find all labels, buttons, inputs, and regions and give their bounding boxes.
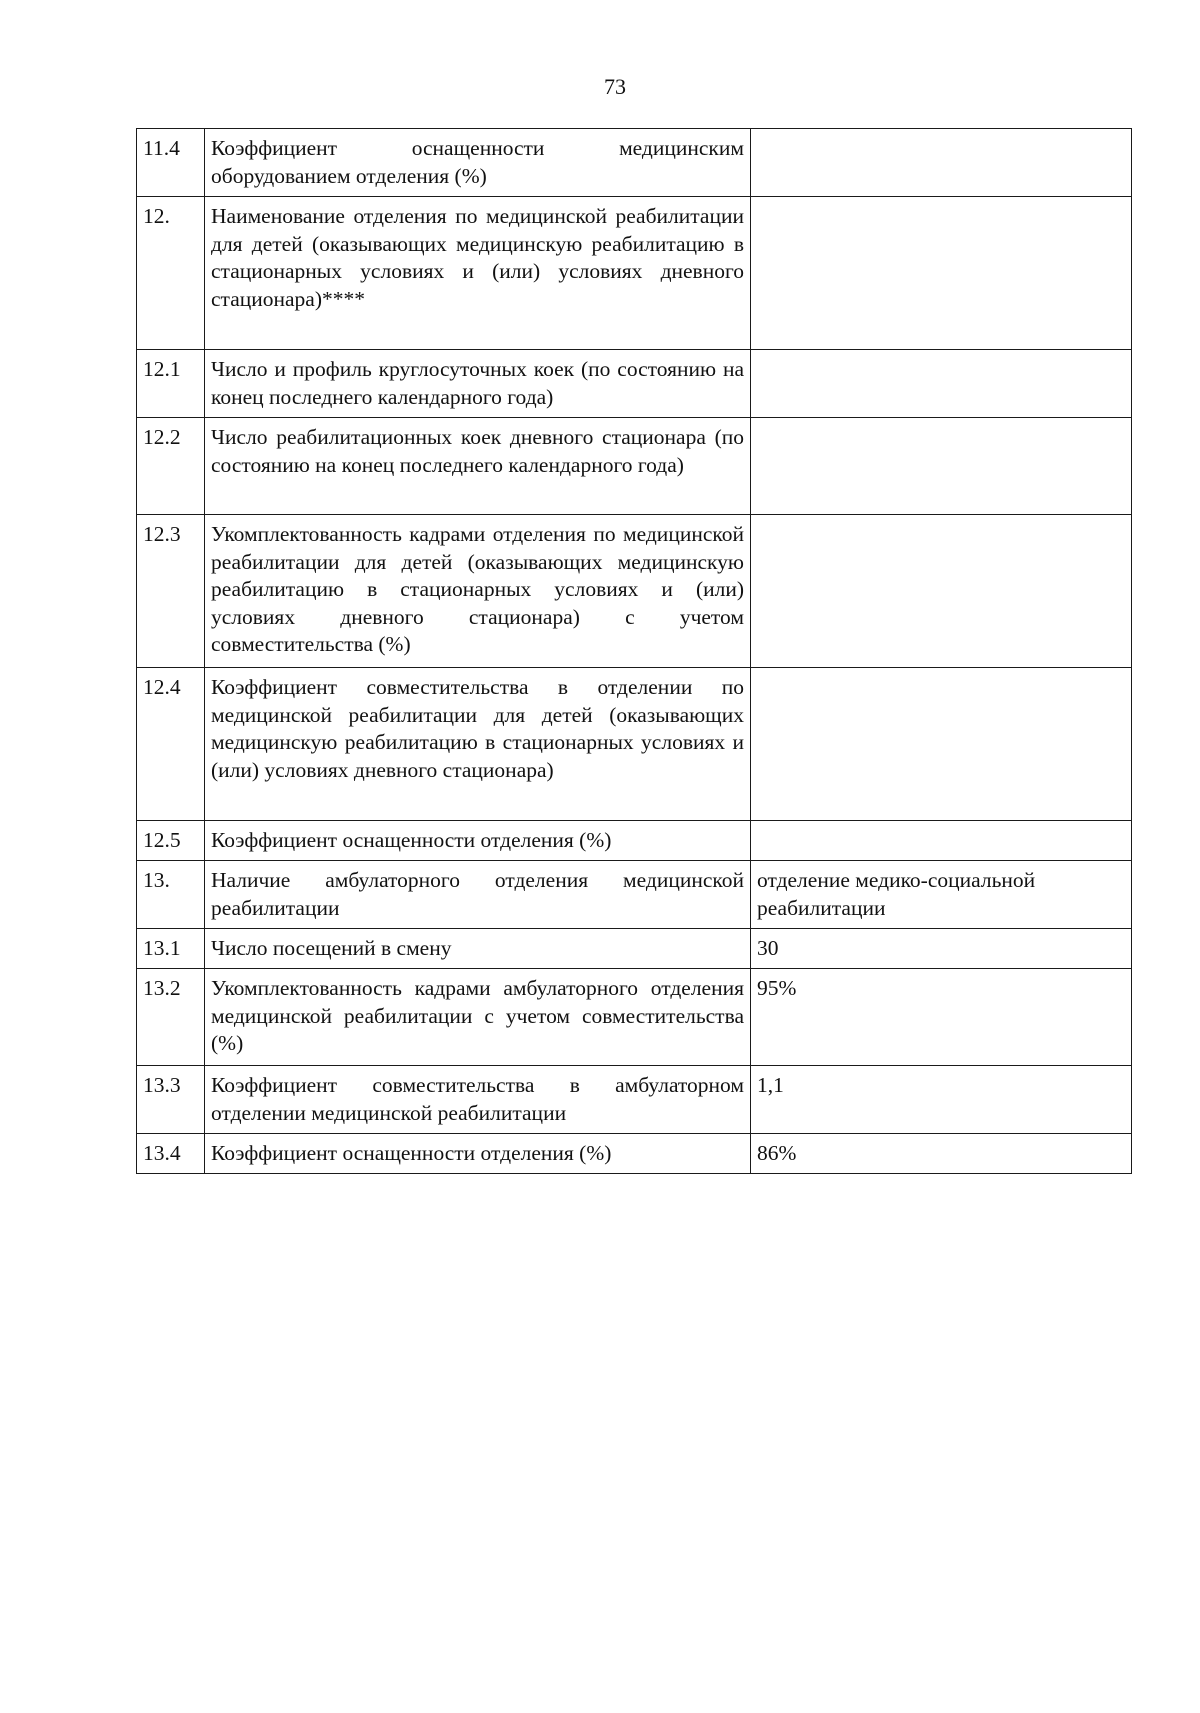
indicator-value [751,418,1132,515]
table-row [137,969,1132,1066]
row-number: 13.3 [137,1066,205,1134]
indicators-table [136,128,1132,1174]
row-number: 13.2 [137,969,205,1066]
table-row [137,1066,1132,1134]
indicator-value [751,821,1132,861]
table-row [137,821,1132,861]
table-row [137,350,1132,418]
row-number: 13. [137,861,205,929]
row-number: 13.4 [137,1134,205,1174]
row-number: 12. [137,197,205,350]
indicator-value: 86% [751,1134,1132,1174]
row-number: 12.2 [137,418,205,515]
indicator-name: Число реабилитационных коек дневного стационара (по состоянию на конец последнего календарного года) [205,418,751,515]
table-row [137,197,1132,350]
indicator-value [751,668,1132,821]
table-row [137,1134,1132,1174]
indicator-name: Наличие амбулаторного отделения медицинской реабилитации [205,861,751,929]
row-number: 12.1 [137,350,205,418]
indicator-name: Коэффициент оснащенности отделения (%) [205,821,751,861]
indicator-name: Коэффициент оснащенности отделения (%) [205,1134,751,1174]
indicator-value [751,197,1132,350]
indicator-name: Укомплектованность кадрами амбулаторного отделения медицинской реабилитации с учетом совместительства (%) [205,969,751,1066]
row-number: 12.4 [137,668,205,821]
table-row [137,515,1132,668]
indicator-name: Коэффициент совместительства в отделении по медицинской реабилитации для детей (оказывающих медицинскую реабилитацию в стационарных условиях и (или) условиях дневного стационара) [205,668,751,821]
row-number: 13.1 [137,929,205,969]
indicator-name: Укомплектованность кадрами отделения по медицинской реабилитации для детей (оказывающих медицинскую реабилитацию в стационарных условиях и (или) условиях дневного стационара) с учетом совместительства (%) [205,515,751,668]
indicator-name: Коэффициент совместительства в амбулаторном отделении медицинской реабилитации [205,1066,751,1134]
indicator-value: 30 [751,929,1132,969]
indicator-value [751,129,1132,197]
table-row [137,861,1132,929]
indicator-value: отделение медико-социальной реабилитации [751,861,1132,929]
indicator-value [751,350,1132,418]
row-number: 11.4 [137,129,205,197]
table-row [137,929,1132,969]
indicator-name: Число посещений в смену [205,929,751,969]
table-row [137,668,1132,821]
indicator-name: Число и профиль круглосуточных коек (по состоянию на конец последнего календарного года) [205,350,751,418]
indicator-value: 1,1 [751,1066,1132,1134]
table-row [137,129,1132,197]
indicator-name: Коэффициент оснащенности медицинским оборудованием отделения (%) [205,129,751,197]
row-number: 12.3 [137,515,205,668]
row-number: 12.5 [137,821,205,861]
indicator-name: Наименование отделения по медицинской реабилитации для детей (оказывающих медицинскую реабилитацию в стационарных условиях и (или) условиях дневного стационара)**** [205,197,751,350]
indicator-value: 95% [751,969,1132,1066]
page-number: 73 [604,74,626,99]
table-row [137,418,1132,515]
indicator-value [751,515,1132,668]
